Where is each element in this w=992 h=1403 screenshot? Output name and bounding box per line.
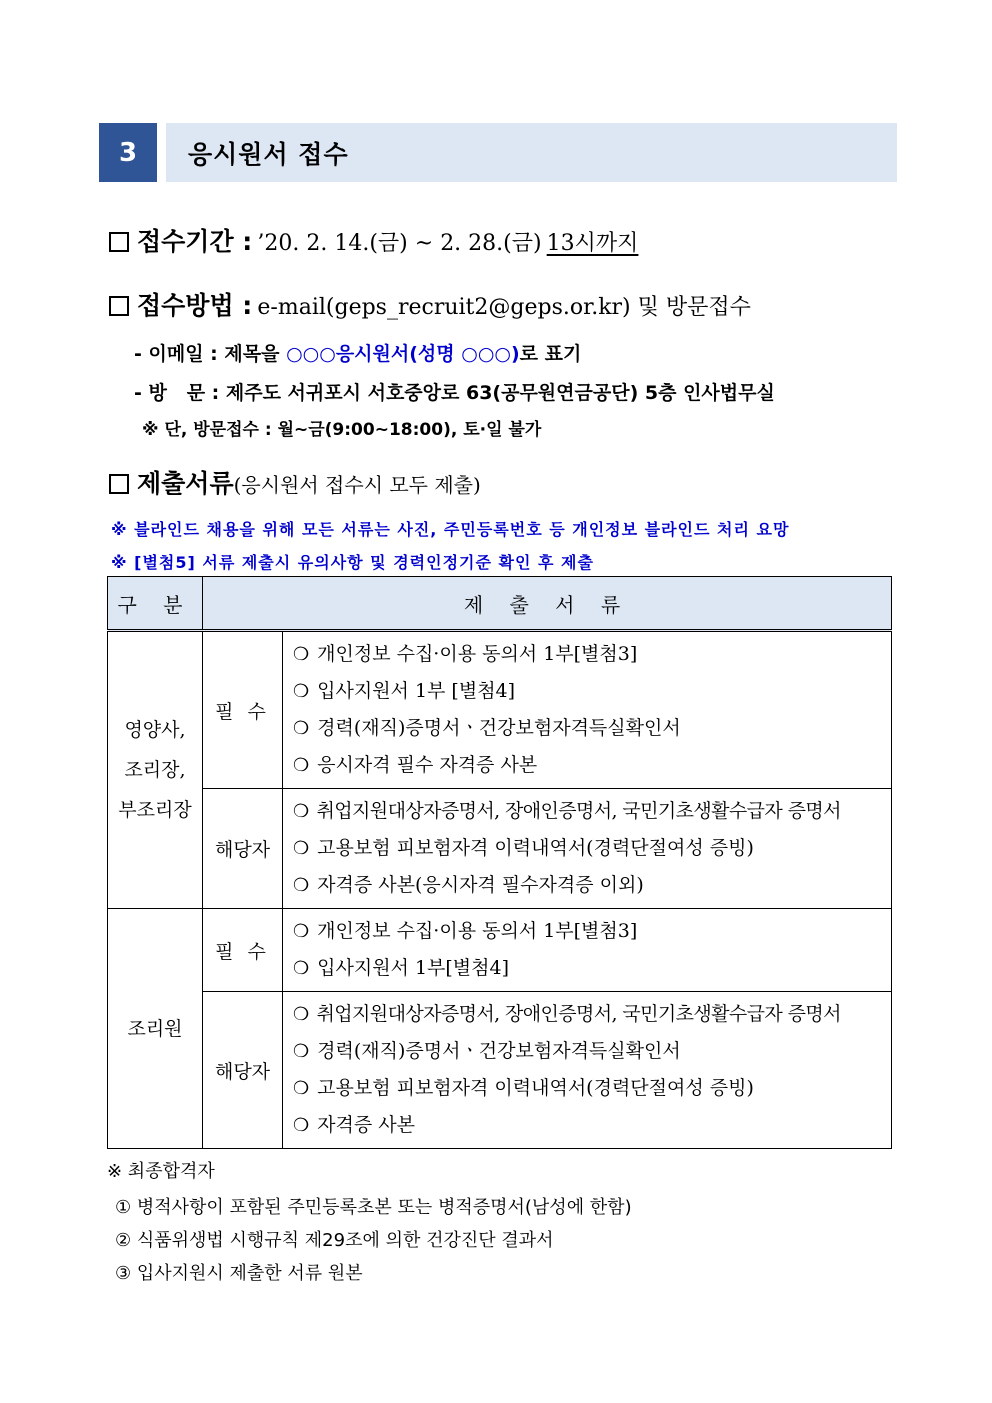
- documents-line: [109, 464, 481, 500]
- group-name-line: 부조리장: [118, 799, 192, 821]
- list-item: ❍ 경력(재직)증명서ㆍ건강보험자격득실확인서: [293, 1033, 891, 1070]
- type-cell: 해당자: [203, 992, 283, 1149]
- list-item: ❍ 취업지원대상자증명서, 장애인증명서, 국민기초생활수급자 증명서: [293, 793, 891, 830]
- list-item: ❍ 자격증 사본: [293, 1107, 891, 1144]
- circle-bullet-icon: ❍: [293, 718, 310, 739]
- checkbox-square-icon: [109, 296, 129, 316]
- period-deadline: 13시까지: [546, 231, 639, 256]
- circle-bullet-icon: ❍: [293, 644, 310, 665]
- circle-bullet-icon: ❍: [293, 681, 310, 702]
- period-line: [109, 222, 638, 258]
- email-line: [134, 339, 581, 366]
- circle-bullet-icon: ❍: [293, 958, 310, 979]
- circle-bullet-icon: ❍: [293, 875, 310, 896]
- group-name-line: 조리원: [127, 1017, 183, 1040]
- type-cell: 필 수: [203, 631, 283, 789]
- method-line: [109, 286, 751, 322]
- final-item: ② 식품위생법 시행규칙 제29조에 의한 건강진단 결과서: [115, 1230, 554, 1251]
- documents-table: [107, 576, 892, 1149]
- items-cell: [283, 789, 892, 909]
- section-title: 응시원서 접수: [188, 139, 349, 169]
- checkbox-square-icon: [109, 474, 129, 494]
- list-item: ❍ 개인정보 수집·이용 동의서 1부[별첨3]: [293, 913, 891, 950]
- table-row: [108, 789, 892, 909]
- items-cell: [283, 992, 892, 1149]
- circle-bullet-icon: ❍: [293, 1004, 309, 1025]
- list-item: ❍ 응시자격 필수 자격증 사본: [293, 747, 891, 784]
- items-cell: [283, 909, 892, 992]
- circle-bullet-icon: ❍: [293, 1041, 310, 1062]
- circle-bullet-icon: ❍: [293, 921, 310, 942]
- items-cell: [283, 631, 892, 789]
- email-line-highlight: ○○○응시원서(성명 ○○○): [286, 343, 520, 365]
- list-item: ❍ 자격증 사본(응시자격 필수자격증 이외): [293, 867, 891, 904]
- documents-label: 제출서류: [137, 469, 234, 498]
- circle-bullet-icon: ❍: [293, 838, 310, 859]
- table-header-row: [108, 577, 892, 631]
- list-item: ❍ 개인정보 수집·이용 동의서 1부[별첨3]: [293, 636, 891, 673]
- circle-bullet-icon: ❍: [293, 755, 310, 776]
- method-value: e-mail(geps_recruit2@geps.or.kr) 및 방문접수: [257, 295, 751, 320]
- notice-attachment: ※ [별첨5] 서류 제출시 유의사항 및 경력인정기준 확인 후 제출: [111, 553, 594, 572]
- visit-note: ※ 단, 방문접수 : 월~금(9:00~18:00), 토·일 불가: [142, 420, 542, 440]
- type-cell: 필 수: [203, 909, 283, 992]
- group-name-line: 조리장,: [124, 759, 186, 781]
- section-number: 3: [99, 123, 157, 182]
- table-row: [108, 909, 892, 992]
- header-docs: 제 출 서 류: [203, 577, 892, 631]
- period-label: 접수기간 :: [137, 227, 253, 256]
- section-header-bar: [166, 123, 897, 182]
- list-item: ❍ 고용보험 피보험자격 이력내역서(경력단절여성 증빙): [293, 1070, 891, 1107]
- final-item: ③ 입사지원시 제출한 서류 원본: [115, 1263, 363, 1284]
- visit-line: - 방 문 : 제주도 서귀포시 서호중앙로 63(공무원연금공단) 5층 인사법무실: [134, 382, 775, 404]
- group-name-cell: [108, 631, 203, 909]
- circle-bullet-icon: ❍: [293, 801, 309, 822]
- email-line-suffix: 로 표기: [519, 343, 582, 365]
- checkbox-square-icon: [109, 232, 129, 252]
- type-cell: 해당자: [203, 789, 283, 909]
- table-row: [108, 631, 892, 789]
- circle-bullet-icon: ❍: [293, 1078, 310, 1099]
- notice-blind: ※ 블라인드 채용을 위해 모든 서류는 사진, 주민등록번호 등 개인정보 블라인드 처리 요망: [111, 520, 790, 539]
- header-category: 구 분: [108, 577, 203, 631]
- final-title: ※ 최종합격자: [107, 1161, 215, 1182]
- method-label: 접수방법 :: [137, 291, 253, 320]
- final-item: ① 병적사항이 포함된 주민등록초본 또는 병적증명서(남성에 한함): [115, 1197, 632, 1218]
- circle-bullet-icon: ❍: [293, 1115, 310, 1136]
- period-value: ’20. 2. 14.(금) ~ 2. 28.(금): [257, 231, 542, 256]
- group-name-cell: [108, 909, 203, 1149]
- list-item: ❍ 고용보험 피보험자격 이력내역서(경력단절여성 증빙): [293, 830, 891, 867]
- list-item: ❍ 경력(재직)증명서ㆍ건강보험자격득실확인서: [293, 710, 891, 747]
- group-name-line: 영양사,: [124, 719, 186, 741]
- list-item: ❍ 입사지원서 1부[별첨4]: [293, 950, 891, 987]
- list-item: ❍ 취업지원대상자증명서, 장애인증명서, 국민기초생활수급자 증명서: [293, 996, 891, 1033]
- email-line-prefix: - 이메일 : 제목을: [134, 343, 287, 365]
- table-row: [108, 992, 892, 1149]
- documents-label-note: (응시원서 접수시 모두 제출): [233, 473, 481, 497]
- list-item: ❍ 입사지원서 1부 [별첨4]: [293, 673, 891, 710]
